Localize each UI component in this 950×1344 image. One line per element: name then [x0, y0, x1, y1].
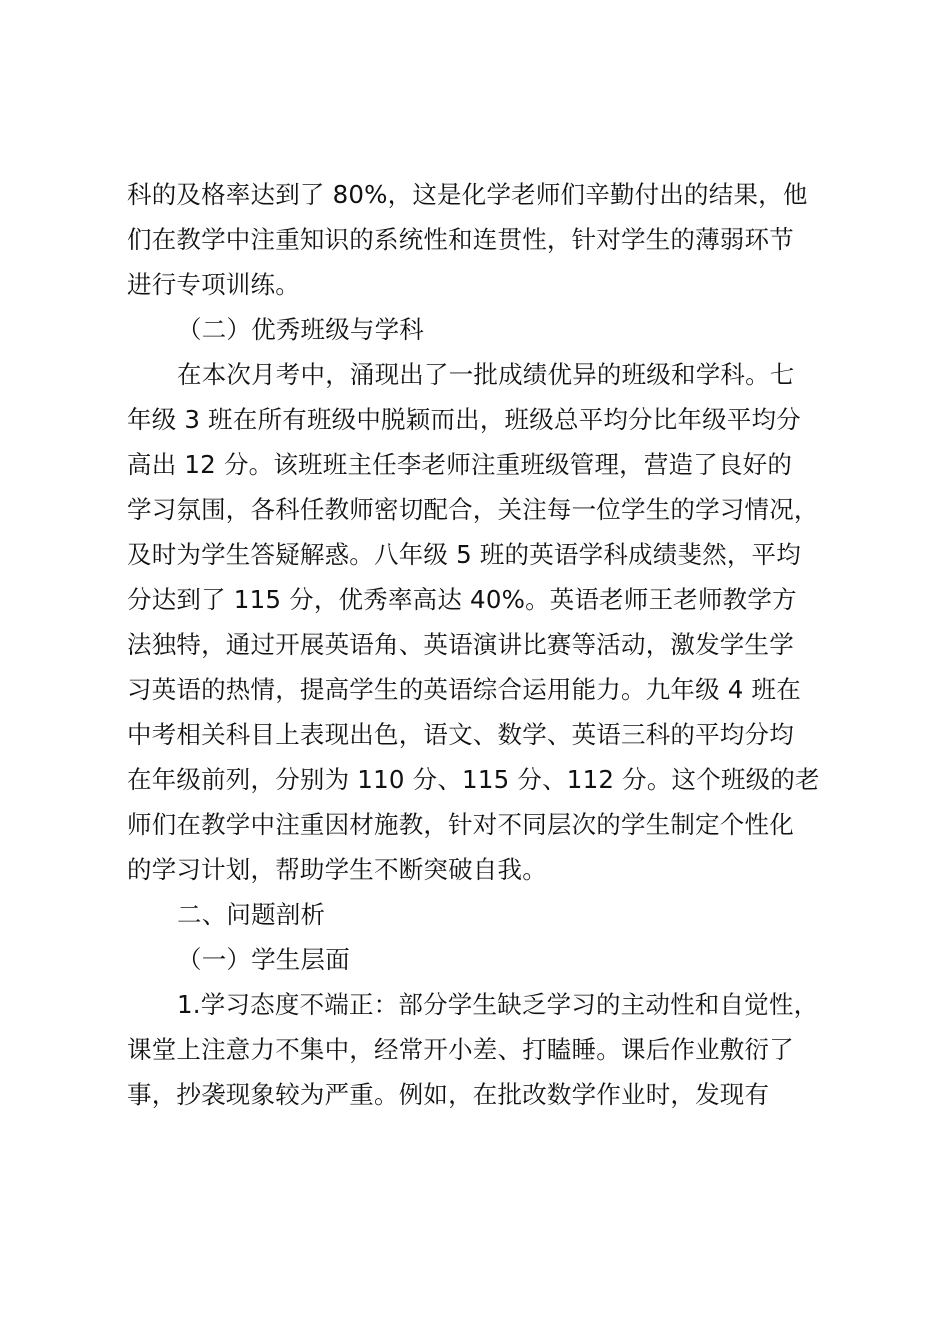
text-line: 科的及格率达到了 80%，这是化学老师们辛勤付出的结果，他: [127, 180, 808, 209]
subsection-heading: （一）学生层面: [177, 945, 350, 974]
text-line: 学习氛围，各科任教师密切配合，关注每一位学生的学习情况，: [127, 495, 819, 524]
section-heading: （二）优秀班级与学科: [177, 315, 424, 344]
text-line: 课堂上注意力不集中，经常开小差、打瞌睡。课后作业敷衍了: [127, 1035, 794, 1064]
text-line: 事，抄袭现象较为严重。例如，在批改数学作业时，发现有: [127, 1080, 770, 1109]
text-line: 分达到了 115 分，优秀率高达 40%。英语老师王老师教学方: [127, 585, 797, 614]
document-body: [127, 172, 857, 1117]
text-line: 在本次月考中，涌现出了一批成绩优异的班级和学科。七: [177, 360, 795, 389]
text-line: 中考相关科目上表现出色，语文、数学、英语三科的平均分均: [127, 720, 794, 749]
text-line: 法独特，通过开展英语角、英语演讲比赛等活动，激发学生学: [127, 630, 794, 659]
text-line: 们在教学中注重知识的系统性和连贯性，针对学生的薄弱环节: [127, 225, 794, 254]
text-line: 习英语的热情，提高学生的英语综合运用能力。九年级 4 班在: [127, 675, 801, 704]
text-line: 高出 12 分。该班班主任李老师注重班级管理，营造了良好的: [127, 450, 793, 479]
section-heading: 二、问题剖析: [177, 900, 326, 929]
text-line: 进行专项训练。: [127, 270, 300, 299]
text-line: 及时为学生答疑解惑。八年级 5 班的英语学科成绩斐然，平均: [127, 540, 801, 569]
text-line: 在年级前列，分别为 110 分、115 分、112 分。这个班级的老: [127, 765, 820, 794]
text-line: 1.学习态度不端正：部分学生缺乏学习的主动性和自觉性，: [177, 990, 819, 1019]
text-line: 年级 3 班在所有班级中脱颖而出，班级总平均分比年级平均分: [127, 405, 801, 434]
text-line: 师们在教学中注重因材施教，针对不同层次的学生制定个性化: [127, 810, 794, 839]
text-line: 的学习计划，帮助学生不断突破自我。: [127, 855, 547, 884]
